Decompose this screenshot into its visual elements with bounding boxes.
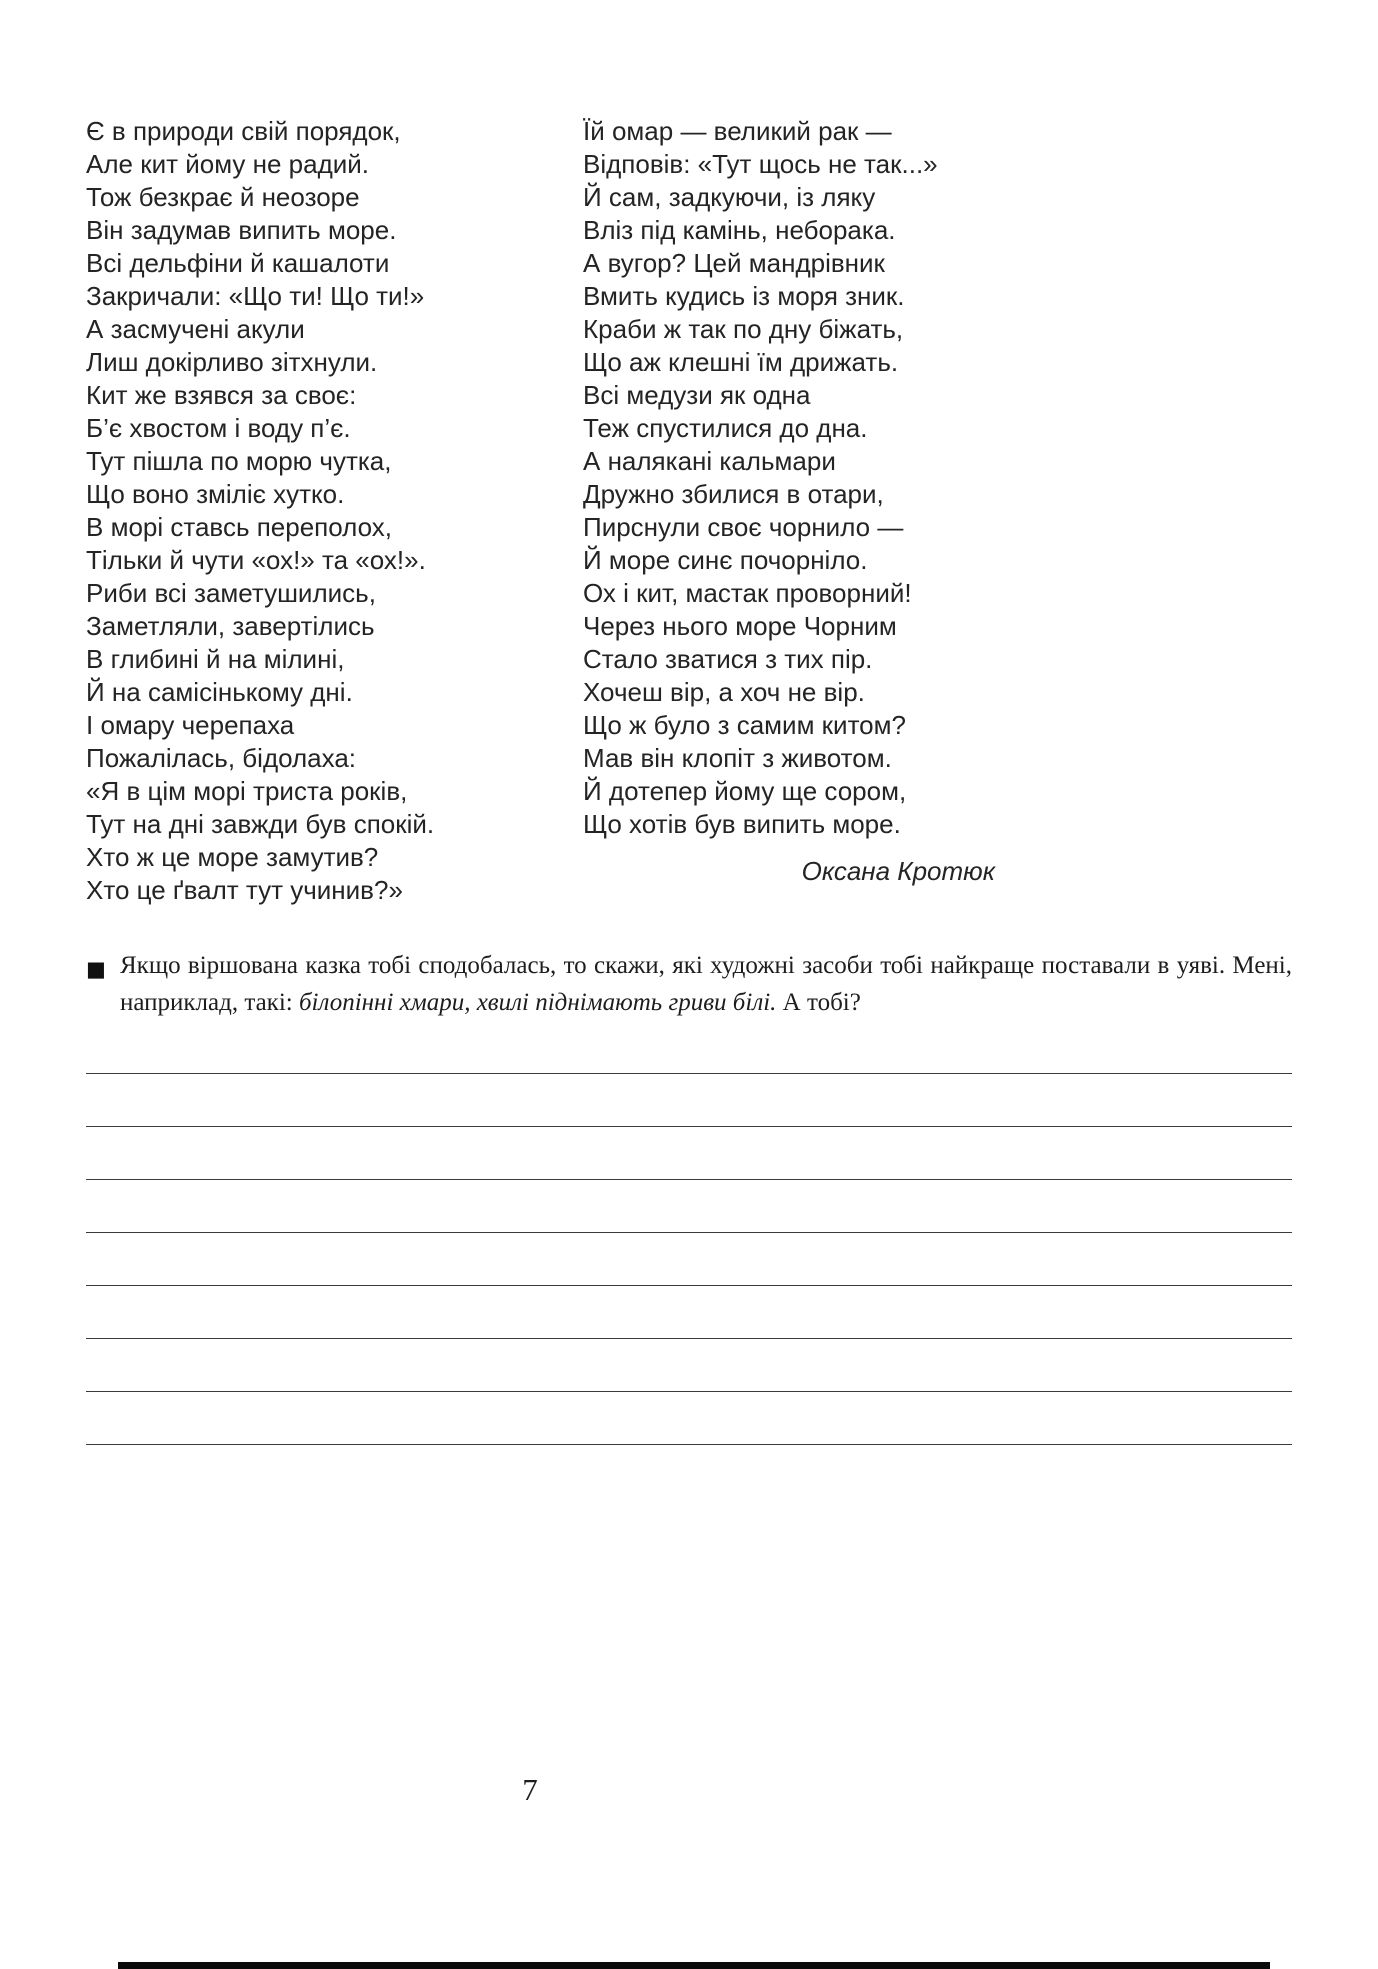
poem-line: Тут пішла по морю чутка,: [86, 446, 392, 476]
poem-line: Тут на дні завжди був спокій.: [86, 809, 435, 839]
answer-line: [86, 1286, 1292, 1339]
poem: [86, 115, 1292, 907]
poem-line: А налякані кальмари: [583, 446, 836, 476]
task-text-italic: білопінні хмари, хвилі піднімають гриви білі.: [298, 989, 777, 1016]
poem-line: А засмучені акули: [86, 314, 305, 344]
poem-line: Є в природи свій порядок,: [86, 116, 401, 146]
poem-line: Тож безкрає й неозоре: [86, 182, 360, 212]
task-text-before-italic: Якщо віршована казка тобі сподобалась, то скажи, які художні засоби тобі найкраще поставали в уяві. Мені, наприклад, такі:: [120, 952, 1292, 1016]
poem-line: Пожалілась, бідолаха:: [86, 743, 357, 773]
task-paragraph: [86, 947, 1292, 1021]
poem-line: Б’є хвостом і воду п’є.: [86, 413, 351, 443]
poem-line: Тільки й чути «ох!» та «ох!».: [86, 545, 426, 575]
poem-line: Теж спустилися до дна.: [583, 413, 868, 443]
poem-line: Й на самісінькому дні.: [86, 677, 353, 707]
poem-line: Мав він клопіт з животом.: [583, 743, 892, 773]
poem-line: В морі ставсь переполох,: [86, 512, 393, 542]
poem-line: Заметляли, завертілись: [86, 611, 375, 641]
poem-line: Риби всі заметушились,: [86, 578, 376, 608]
poem-line: Що хотів був випить море.: [583, 809, 901, 839]
poem-line: Стало зватися з тих пір.: [583, 644, 873, 674]
poem-line: Через нього море Чорним: [583, 611, 897, 641]
answer-line: [86, 1021, 1292, 1074]
answer-line: [86, 1233, 1292, 1286]
page-bottom-edge: [118, 1962, 1270, 1969]
poem-line: Пирснули своє чорнило —: [583, 512, 904, 542]
poem-line: Що аж клешні їм дрижать.: [583, 347, 899, 377]
poem-line: Вліз під камінь, неборака.: [583, 215, 896, 245]
poem-line: Кит же взявся за своє:: [86, 380, 357, 410]
poem-column-right: [583, 115, 995, 907]
answer-line: [86, 1392, 1292, 1445]
poem-line: Всі дельфіни й кашалоти: [86, 248, 390, 278]
poem-line: І омару черепаха: [86, 710, 295, 740]
page-number: 7: [522, 1772, 538, 1807]
poem-author: Оксана Кротюк: [801, 856, 995, 886]
poem-column-right-lines: [583, 115, 995, 841]
poem-line: Й сам, задкуючи, із ляку: [583, 182, 876, 212]
poem-line: Що воно зміліє хутко.: [86, 479, 345, 509]
poem-line: Але кит йому не радий.: [86, 149, 370, 179]
answer-line: [86, 1339, 1292, 1392]
answer-line: [86, 1180, 1292, 1233]
task-text-after-italic: А тобі?: [776, 989, 861, 1016]
poem-line: Хто ж це море замутив?: [86, 842, 379, 872]
poem-line: В глибині й на мілині,: [86, 644, 345, 674]
poem-line: Він задумав випить море.: [86, 215, 397, 245]
poem-line: А вугор? Цей мандрівник: [583, 248, 885, 278]
poem-line: Їй омар — великий рак —: [583, 116, 892, 146]
poem-line: Закричали: «Що ти! Що ти!»: [86, 281, 425, 311]
poem-line: Ох і кит, мастак проворний!: [583, 578, 912, 608]
answer-line: [86, 1074, 1292, 1127]
poem-line: Дружно збилися в отари,: [583, 479, 884, 509]
poem-line: Краби ж так по дну біжать,: [583, 314, 904, 344]
poem-line: Хто це ґвалт тут учинив?»: [86, 875, 403, 905]
poem-line: Що ж було з самим китом?: [583, 710, 906, 740]
poem-line: «Я в цім морі триста років,: [86, 776, 408, 806]
poem-line: Й дотепер йому ще сором,: [583, 776, 907, 806]
poem-line: Всі медузи як одна: [583, 380, 811, 410]
poem-column-left: [86, 115, 583, 907]
poem-line: Й море синє почорніло.: [583, 545, 868, 575]
answer-lines: [86, 1021, 1292, 1445]
answer-line: [86, 1127, 1292, 1180]
poem-line: Відповів: «Тут щось не так...»: [583, 149, 938, 179]
task-square-bullet-icon: ■: [86, 957, 106, 981]
poem-line: Лиш докірливо зітхнули.: [86, 347, 378, 377]
poem-line: Вмить кудись із моря зник.: [583, 281, 905, 311]
poem-line: Хочеш вір, а хоч не вір.: [583, 677, 865, 707]
